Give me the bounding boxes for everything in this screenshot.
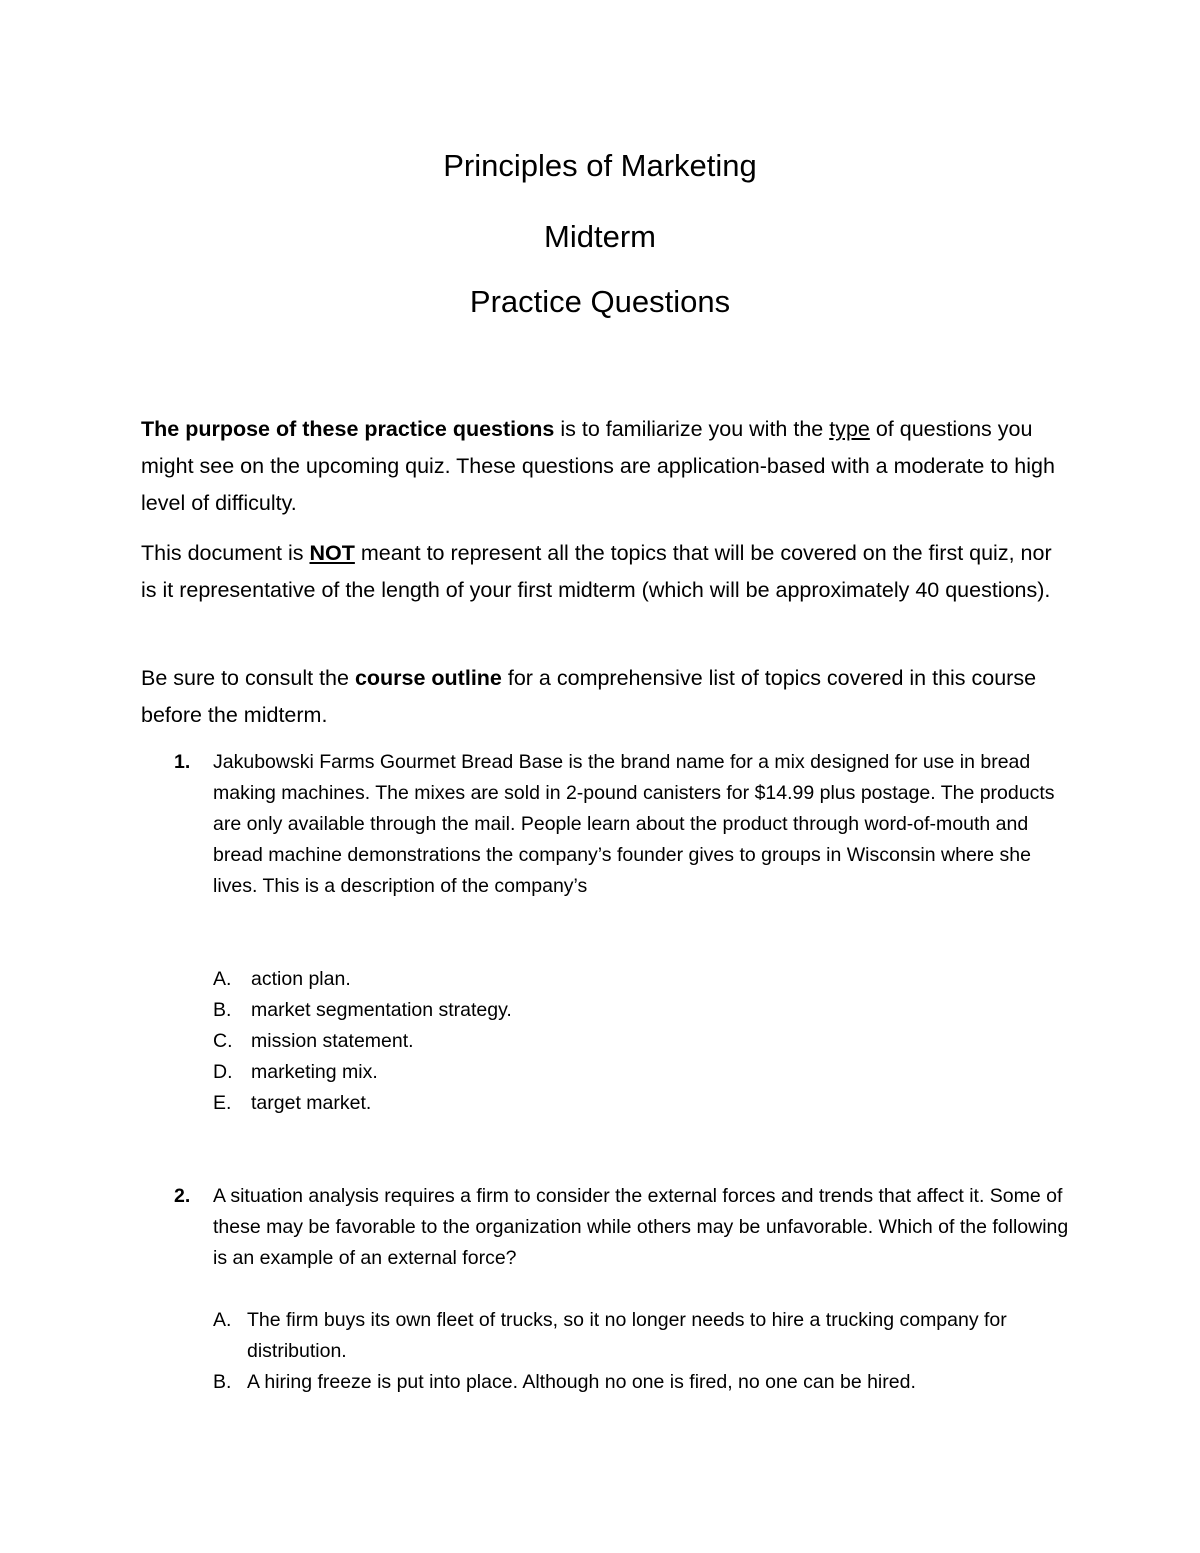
- question-number: 2.: [174, 1185, 191, 1207]
- option-text: action plan.: [251, 968, 351, 990]
- question-2: [141, 1181, 1071, 1274]
- option-letter: C.: [213, 1030, 233, 1052]
- option-item: [141, 1367, 1071, 1398]
- option-letter: B.: [213, 1371, 232, 1393]
- option-text: The firm buys its own fleet of trucks, so it no longer needs to hire a trucking company for distribution.: [247, 1309, 1007, 1362]
- option-item: [141, 1026, 1071, 1057]
- option-text: A hiring freeze is put into place. Although no one is fired, no one can be hired.: [247, 1371, 916, 1393]
- option-item: [141, 1057, 1071, 1088]
- option-letter: D.: [213, 1061, 233, 1083]
- option-item: [141, 1088, 1071, 1119]
- question-text: A situation analysis requires a firm to consider the external forces and trends that affect it. Some of these may be favorable to the organization while others may be unfavorable. Which of the following is an example of an external force?: [213, 1185, 1069, 1269]
- question-2-options: [141, 1305, 1071, 1398]
- purpose-text-a: is to familiarize you with the: [554, 417, 830, 441]
- scope-text-a: This document is: [141, 541, 310, 565]
- outline-text-a: Be sure to consult the: [141, 666, 355, 690]
- question-1: [141, 747, 1071, 902]
- option-letter: E.: [213, 1092, 232, 1114]
- option-item: [141, 1305, 1071, 1367]
- option-item: [141, 964, 1071, 995]
- question-number: 1.: [174, 751, 191, 773]
- option-letter: A.: [213, 1309, 232, 1331]
- purpose-text-b: of questions you might see on the upcoming quiz. These questions are application-based with a moderate to high level of difficulty.: [141, 417, 1055, 515]
- type-emphasis: type: [829, 417, 870, 441]
- option-letter: B.: [213, 999, 232, 1021]
- course-outline-emphasis: course outline: [354, 666, 502, 690]
- option-letter: A.: [213, 968, 232, 990]
- question-text: Jakubowski Farms Gourmet Bread Base is the brand name for a mix designed for use in bread making machines. The mixes are sold in 2-pound canisters for $14.99 plus postage. The products are only available through the mail. People learn about the product through word-of-mouth and bread machine demonstrations the company’s founder gives to groups in Wisconsin where she lives. This is a description of the company’s: [213, 751, 1055, 897]
- purpose-lead: The purpose of these practice questions: [141, 417, 555, 441]
- intro-paragraph-outline: [141, 660, 1071, 734]
- document-title: Principles of Marketing: [443, 148, 757, 183]
- option-text: marketing mix.: [251, 1061, 378, 1083]
- intro-paragraph-scope: [141, 535, 1071, 609]
- outline-text-b: for a comprehensive list of topics covered in this course before the midterm.: [141, 666, 1037, 727]
- option-text: target market.: [251, 1092, 372, 1114]
- scope-text-b: meant to represent all the topics that will be covered on the first quiz, nor is it representative of the length of your first midterm (which will be approximately 40 questions).: [141, 541, 1052, 602]
- option-text: mission statement.: [251, 1030, 414, 1052]
- not-emphasis: NOT: [309, 541, 355, 565]
- option-text: market segmentation strategy.: [251, 999, 512, 1021]
- question-1-options: [141, 964, 1071, 1119]
- document-subtitle-midterm: Midterm: [544, 219, 656, 254]
- document-subtitle-practice: Practice Questions: [469, 284, 731, 319]
- intro-paragraph-purpose: [141, 411, 1071, 522]
- option-item: [141, 995, 1071, 1026]
